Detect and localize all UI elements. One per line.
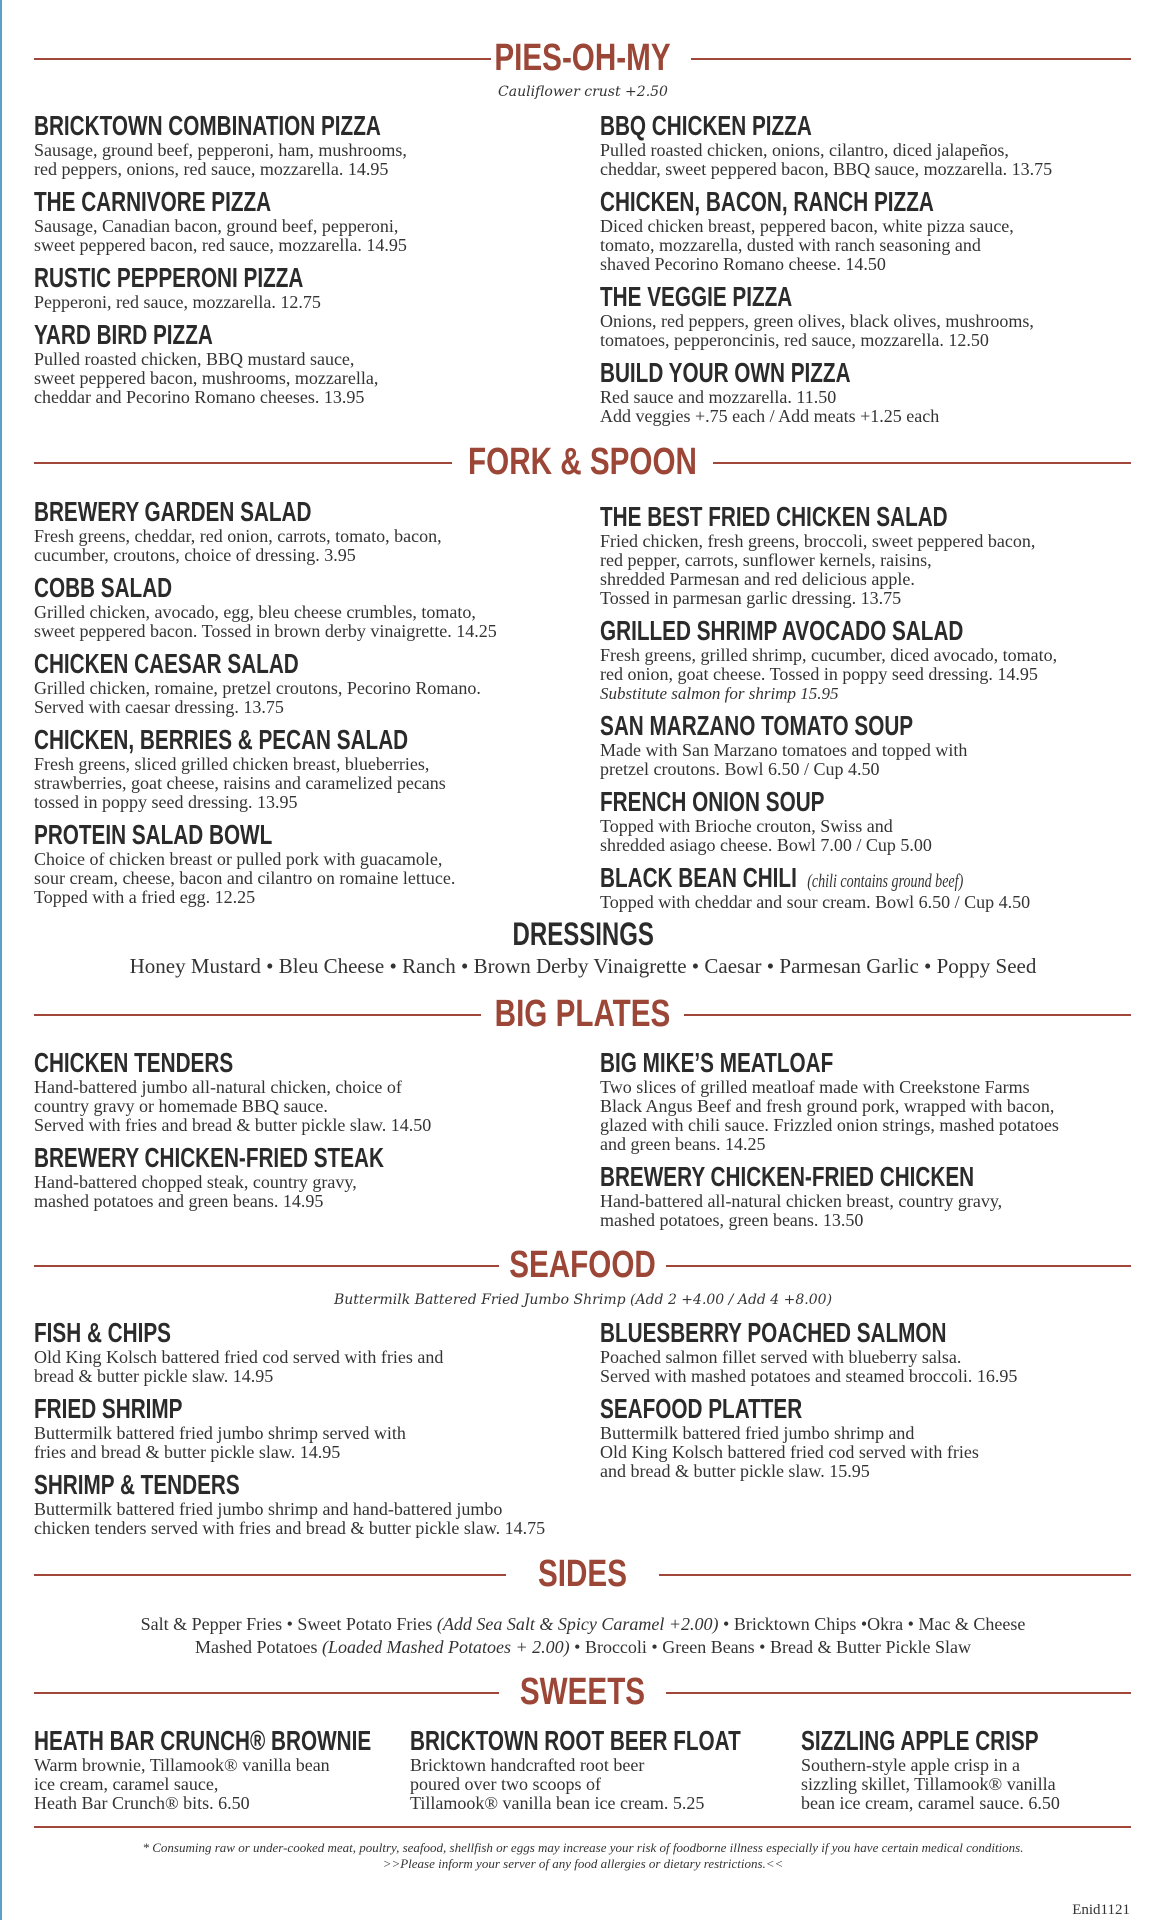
menu-item bbox=[600, 787, 932, 855]
sides-line-1 bbox=[0, 1614, 1166, 1635]
item-desc: Fresh greens, grilled shrimp, cucumber, diced avocado, tomato, red onion, goat cheese. Tossed in poppy seed dressing. 14.95 bbox=[600, 645, 1058, 684]
item-name: BBQ CHICKEN PIZZA bbox=[600, 110, 812, 141]
menu-item bbox=[600, 863, 1091, 912]
item-name: BREWERY GARDEN SALAD bbox=[34, 496, 312, 527]
sides-text: Mashed Potatoes bbox=[195, 1637, 323, 1657]
item-desc: Two slices of grilled meatloaf made with Creekstone Farms Black Angus Beef and fresh ground pork, wrapped with bacon, glazed with chili sauce. Frizzled onion strings, mashed potatoes and green beans. 14.25 bbox=[600, 1077, 1059, 1154]
section-header-big bbox=[34, 990, 1131, 1038]
menu-item bbox=[410, 1726, 857, 1813]
menu-item bbox=[600, 1048, 1059, 1154]
sides-text: • Bricktown Chips •Okra • Mac & Cheese bbox=[718, 1614, 1026, 1634]
item-name: CHICKEN CAESAR SALAD bbox=[34, 648, 299, 679]
item-desc: Grilled chicken, avocado, egg, bleu cheese crumbles, tomato, sweet peppered bacon. Tossed in brown derby vinaigrette. 14.25 bbox=[34, 602, 497, 641]
item-desc: Hand-battered chopped steak, country gravy, mashed potatoes and green beans. 14.95 bbox=[34, 1172, 357, 1211]
item-desc: Old King Kolsch battered fried cod served with fries and bread & butter pickle slaw. 14.95 bbox=[34, 1347, 444, 1386]
section-title-seafood: SEAFOOD bbox=[509, 1244, 656, 1286]
menu-item bbox=[34, 187, 407, 255]
menu-item bbox=[34, 497, 442, 565]
item-desc: Southern-style apple crisp in a sizzling skillet, Tillamook® vanilla bean ice cream, caramel sauce. 6.50 bbox=[801, 1755, 1060, 1813]
menu-item bbox=[34, 111, 503, 179]
item-desc: Grilled chicken, romaine, pretzel croutons, Pecorino Romano. Served with caesar dressing. 13.75 bbox=[34, 678, 481, 717]
footer-allergy-note: >>Please inform your server of any food allergies or dietary restrictions.<< bbox=[382, 1856, 784, 1871]
item-desc: Topped with Brioche crouton, Swiss and shredded asiago cheese. Bowl 7.00 / Cup 5.00 bbox=[600, 816, 932, 855]
item-name-text: BLACK BEAN CHILI bbox=[600, 862, 797, 893]
sides-text: Salt & Pepper Fries • Sweet Potato Fries bbox=[140, 1614, 437, 1634]
item-desc: Fried chicken, fresh greens, broccoli, sweet peppered bacon, red pepper, carrots, sunflower kernels, raisins, shredded Parmesan and red delicious apple. Tossed in parmesan garlic dressing. 13.75 bbox=[600, 531, 1036, 608]
item-name: BREWERY CHICKEN-FRIED CHICKEN bbox=[600, 1161, 975, 1192]
sides-upgrade-note: (Loaded Mashed Potatoes + 2.00) bbox=[322, 1637, 570, 1657]
item-desc: Onions, red peppers, green olives, black olives, mushrooms, tomatoes, pepperoncinis, red sauce, mozzarella. 12.50 bbox=[600, 311, 1034, 350]
item-name: BLUESBERRY POACHED SALMON bbox=[600, 1317, 947, 1348]
dressings-title bbox=[0, 916, 1166, 953]
sides-upgrade-note: (Add Sea Salt & Spicy Caramel +2.00) bbox=[436, 1614, 719, 1634]
item-desc: Pepperoni, red sauce, mozzarella. 12.75 bbox=[34, 292, 321, 312]
menu-item bbox=[600, 282, 1034, 350]
item-name: SHRIMP & TENDERS bbox=[34, 1469, 240, 1500]
menu-item bbox=[600, 358, 939, 426]
item-desc: Choice of chicken breast or pulled pork with guacamole, sour cream, cheese, bacon and cilantro on romaine lettuce. Topped with a fried egg. 12.25 bbox=[34, 849, 456, 907]
item-name: THE BEST FRIED CHICKEN SALAD bbox=[600, 501, 948, 532]
menu-item bbox=[600, 111, 1052, 179]
item-name: BRICKTOWN ROOT BEER FLOAT bbox=[410, 1725, 741, 1756]
menu-item bbox=[600, 711, 1023, 779]
item-name: SIZZLING APPLE CRISP bbox=[801, 1725, 1039, 1756]
item-desc: Hand-battered jumbo all-natural chicken, choice of country gravy or homemade BBQ sauce. Served with fries and bread & butter pickle slaw. 14.50 bbox=[34, 1077, 432, 1135]
item-name: BUILD YOUR OWN PIZZA bbox=[600, 357, 851, 388]
item-desc: Bricktown handcrafted root beer poured over two scoops of Tillamook® vanilla bean ice cream. 5.25 bbox=[410, 1755, 705, 1813]
item-desc: Pulled roasted chicken, BBQ mustard sauce, sweet peppered bacon, mushrooms, mozzarella, cheddar and Pecorino Romano cheeses. 13.95 bbox=[34, 349, 379, 407]
menu-item bbox=[34, 1048, 431, 1135]
menu-item bbox=[600, 1394, 979, 1481]
item-desc: Red sauce and mozzarella. 11.50 Add veggies +.75 each / Add meats +1.25 each bbox=[600, 387, 940, 426]
menu-item bbox=[34, 725, 540, 812]
section-title-sides: SIDES bbox=[538, 1553, 627, 1595]
item-desc: Pulled roasted chicken, onions, cilantro, diced jalapeños, cheddar, sweet peppered bacon, BBQ sauce, mozzarella. 13.75 bbox=[600, 140, 1053, 179]
item-name: BIG MIKE’S MEATLOAF bbox=[600, 1047, 834, 1078]
item-inline-note: (chili contains ground beef) bbox=[807, 871, 964, 892]
menu-code: Enid1121 bbox=[1072, 1902, 1130, 1918]
section-note-pies: Cauliflower crust +2.50 bbox=[498, 84, 668, 100]
menu-item bbox=[34, 649, 481, 717]
dressings-list: Honey Mustard • Bleu Cheese • Ranch • Brown Derby Vinaigrette • Caesar • Parmesan Garlic • Poppy Seed bbox=[129, 954, 1037, 978]
section-title-fork: FORK & SPOON bbox=[468, 441, 697, 483]
sides-line-2 bbox=[0, 1637, 1166, 1658]
section-header-pies bbox=[34, 34, 1131, 82]
item-name: COBB SALAD bbox=[34, 572, 173, 603]
item-name: FISH & CHIPS bbox=[34, 1317, 172, 1348]
menu-item bbox=[34, 1143, 507, 1211]
item-name bbox=[600, 863, 963, 893]
item-sub-note: Substitute salmon for shrimp 15.95 bbox=[600, 684, 839, 703]
item-name: THE CARNIVORE PIZZA bbox=[34, 186, 272, 217]
item-desc: Topped with cheddar and sour cream. Bowl 6.50 / Cup 4.50 bbox=[600, 892, 1031, 912]
item-name: SAN MARZANO TOMATO SOUP bbox=[600, 710, 914, 741]
item-desc: Buttermilk battered fried jumbo shrimp served with fries and bread & butter pickle slaw. 14.95 bbox=[34, 1423, 406, 1462]
item-name: FRIED SHRIMP bbox=[34, 1393, 183, 1424]
item-desc: Poached salmon fillet served with blueberry salsa. Served with mashed potatoes and steamed broccoli. 16.95 bbox=[600, 1347, 1018, 1386]
item-desc: Warm brownie, Tillamook® vanilla bean ice cream, caramel sauce, Heath Bar Crunch® bits. 6.50 bbox=[34, 1755, 330, 1813]
section-note-seafood: Buttermilk Battered Fried Jumbo Shrimp (Add 2 +4.00 / Add 4 +8.00) bbox=[333, 1292, 833, 1308]
item-name: THE VEGGIE PIZZA bbox=[600, 281, 793, 312]
dressings-title-text: DRESSINGS bbox=[512, 916, 654, 952]
item-desc: Sausage, Canadian bacon, ground beef, pepperoni, sweet peppered bacon, red sauce, mozzarella. 14.95 bbox=[34, 216, 407, 255]
item-desc: Buttermilk battered fried jumbo shrimp and hand-battered jumbo chicken tenders served with fries and bread & butter pickle slaw. 14.75 bbox=[34, 1499, 546, 1538]
item-name: RUSTIC PEPPERONI PIZZA bbox=[34, 262, 304, 293]
section-header-seafood bbox=[34, 1241, 1131, 1289]
menu-item bbox=[34, 820, 455, 907]
item-desc: Hand-battered all-natural chicken breast, country gravy, mashed potatoes, green beans. 13.50 bbox=[600, 1191, 1003, 1230]
item-desc: Fresh greens, sliced grilled chicken breast, blueberries, strawberries, goat cheese, raisins and caramelized pecans tossed in poppy seed dressing. 13.95 bbox=[34, 754, 446, 812]
section-header-fork bbox=[34, 438, 1131, 486]
menu-item bbox=[801, 1726, 1122, 1813]
menu-item bbox=[34, 1318, 443, 1386]
item-name: HEATH BAR CRUNCH® BROWNIE bbox=[34, 1725, 372, 1756]
menu-item bbox=[34, 573, 497, 641]
item-name: GRILLED SHRIMP AVOCADO SALAD bbox=[600, 615, 964, 646]
menu-item bbox=[600, 1318, 1068, 1386]
menu-item bbox=[600, 616, 1091, 703]
section-header-sides bbox=[34, 1550, 1131, 1598]
menu-item bbox=[600, 187, 1051, 274]
item-desc: Buttermilk battered fried jumbo shrimp and Old King Kolsch battered fried cod served with fries and bread & butter pickle slaw. 15.95 bbox=[600, 1423, 979, 1481]
item-name: FRENCH ONION SOUP bbox=[600, 786, 825, 817]
item-name: SEAFOOD PLATTER bbox=[600, 1393, 803, 1424]
menu-item bbox=[600, 502, 1070, 608]
menu-item bbox=[34, 263, 398, 312]
item-desc: Diced chicken breast, peppered bacon, white pizza sauce, tomato, mozzarella, dusted with ranch seasoning and shaved Pecorino Romano cheese. 14.50 bbox=[600, 216, 1014, 274]
menu-item bbox=[600, 1162, 1106, 1230]
footer-disclaimer: * Consuming raw or under-cooked meat, poultry, seafood, shellfish or eggs may increase your risk of foodborne illness especially if you have certain medical conditions. bbox=[142, 1840, 1024, 1855]
item-name: BRICKTOWN COMBINATION PIZZA bbox=[34, 110, 381, 141]
item-name: PROTEIN SALAD BOWL bbox=[34, 819, 273, 850]
item-name: CHICKEN TENDERS bbox=[34, 1047, 234, 1078]
item-name: CHICKEN, BACON, RANCH PIZZA bbox=[600, 186, 934, 217]
menu-item bbox=[34, 1394, 406, 1462]
section-header-sweets bbox=[34, 1668, 1131, 1716]
sides-text: • Broccoli • Green Beans • Bread & Butter Pickle Slaw bbox=[569, 1637, 971, 1657]
section-title-big: BIG PLATES bbox=[494, 993, 671, 1035]
item-desc: Sausage, ground beef, pepperoni, ham, mushrooms, red peppers, onions, red sauce, mozzarella. 14.95 bbox=[34, 140, 407, 179]
item-name: CHICKEN, BERRIES & PECAN SALAD bbox=[34, 724, 409, 755]
section-title-pies: PIES-OH-MY bbox=[494, 37, 671, 79]
footer-rule bbox=[34, 1826, 1131, 1828]
menu-item bbox=[34, 320, 378, 407]
item-desc: Fresh greens, cheddar, red onion, carrots, tomato, bacon, cucumber, croutons, choice of dressing. 3.95 bbox=[34, 526, 442, 565]
section-title-sweets: SWEETS bbox=[519, 1671, 646, 1713]
item-desc: Made with San Marzano tomatoes and topped with pretzel croutons. Bowl 6.50 / Cup 4.50 bbox=[600, 740, 968, 779]
item-name: BREWERY CHICKEN-FRIED STEAK bbox=[34, 1142, 384, 1173]
menu-item bbox=[34, 1470, 545, 1538]
item-name: YARD BIRD PIZZA bbox=[34, 319, 213, 350]
